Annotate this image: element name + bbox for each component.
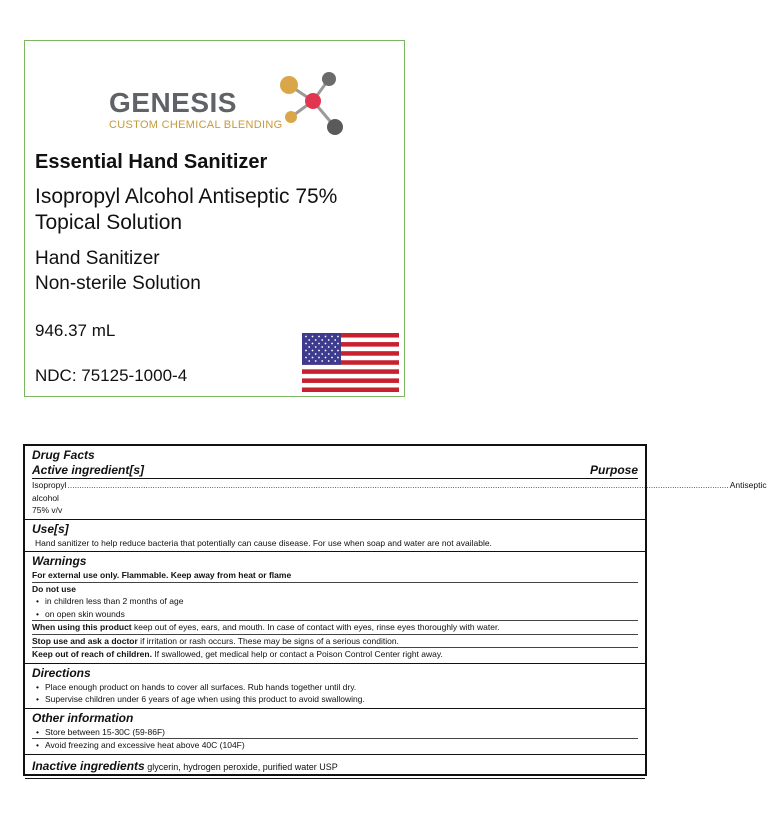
uses-heading: Use[s]	[32, 521, 69, 536]
other-information-section	[25, 709, 645, 755]
keep-out-label: Keep out of reach of children.	[32, 649, 152, 659]
warnings-external-use: For external use only. Flammable. Keep away from heat or flame	[32, 569, 638, 583]
description-line: Hand Sanitizer	[35, 248, 160, 269]
stop-use-row	[32, 635, 638, 649]
description-line: Non-sterile Solution	[35, 273, 201, 294]
keep-out-text: If swallowed, get medical help or contact a Poison Control Center right away.	[151, 649, 443, 659]
do-not-use-heading: Do not use	[32, 583, 76, 594]
product-label	[24, 40, 405, 397]
inactive-ingredients-text: glycerin, hydrogen peroxide, purified water USP	[144, 761, 338, 772]
subtitle-line: Topical Solution	[35, 211, 183, 234]
active-ingredient-row	[32, 479, 767, 519]
directions-item: • Place enough product on hands to cover all surfaces. Rub hands together until dry.	[32, 681, 638, 694]
do-not-use-item: • on open skin wounds	[32, 608, 638, 622]
purpose-heading: Purpose	[589, 463, 638, 477]
warnings-heading: Warnings	[32, 554, 87, 568]
ndc-code: NDC: 75125-1000-4	[35, 366, 188, 385]
uses-text: Hand sanitizer to help reduce bacteria that potentially can cause disease. For use when soap and water are not available.	[35, 537, 492, 548]
us-flag-icon	[302, 333, 399, 392]
purpose-value: Antiseptic	[729, 480, 767, 490]
inactive-ingredients-heading: Inactive ingredients	[32, 758, 145, 773]
active-ingredient-heading: Active ingredient[s]	[32, 463, 145, 477]
drug-facts-heading: Drug Facts	[32, 448, 95, 462]
directions-section	[25, 664, 645, 709]
brand-name: GENESIS	[109, 87, 237, 118]
active-ingredient-section	[25, 446, 767, 520]
uses-section	[25, 520, 645, 553]
stop-use-label: Stop use and ask a doctor	[32, 635, 138, 646]
product-description	[35, 246, 201, 296]
do-not-use-item: • in children less than 2 months of age	[32, 595, 638, 608]
product-volume: 946.37 mL	[35, 321, 116, 340]
active-ingredient-value: Isopropyl alcohol 75% v/v	[32, 480, 67, 515]
other-information-item: • Avoid freezing and excessive heat above 40C (104F)	[32, 739, 638, 752]
other-information-heading: Other information	[32, 710, 134, 725]
product-title: Essential Hand Sanitizer	[35, 151, 268, 173]
active-ingredient-header-row	[32, 463, 638, 479]
when-using-label: When using this product	[32, 622, 132, 632]
when-using-text: keep out of eyes, ears, and mouth. In case of contact with eyes, rinse eyes thoroughly with water.	[131, 622, 500, 632]
molecule-icon	[251, 57, 347, 137]
other-information-item: • Store between 15-30C (59-86F)	[32, 726, 638, 740]
inactive-ingredients-section	[25, 755, 645, 779]
genesis-logo	[109, 55, 349, 155]
stop-use-text: if irritation or rash occurs. These may be signs of a serious condition.	[137, 635, 399, 646]
drug-facts-panel	[23, 444, 767, 776]
subtitle-line: Isopropyl Alcohol Antiseptic 75%	[35, 185, 338, 208]
when-using-row	[32, 621, 638, 635]
warnings-section	[25, 552, 645, 664]
brand-tagline: CUSTOM CHEMICAL BLENDING	[109, 119, 283, 131]
directions-heading: Directions	[32, 665, 91, 680]
keep-out-row	[32, 648, 638, 661]
directions-item: • Supervise children under 6 years of age when using this product to avoid swallowing.	[32, 693, 638, 706]
leader-dots: ........................................................................................................................................................................................................................................................................................	[67, 480, 729, 490]
product-subtitle	[35, 184, 337, 236]
